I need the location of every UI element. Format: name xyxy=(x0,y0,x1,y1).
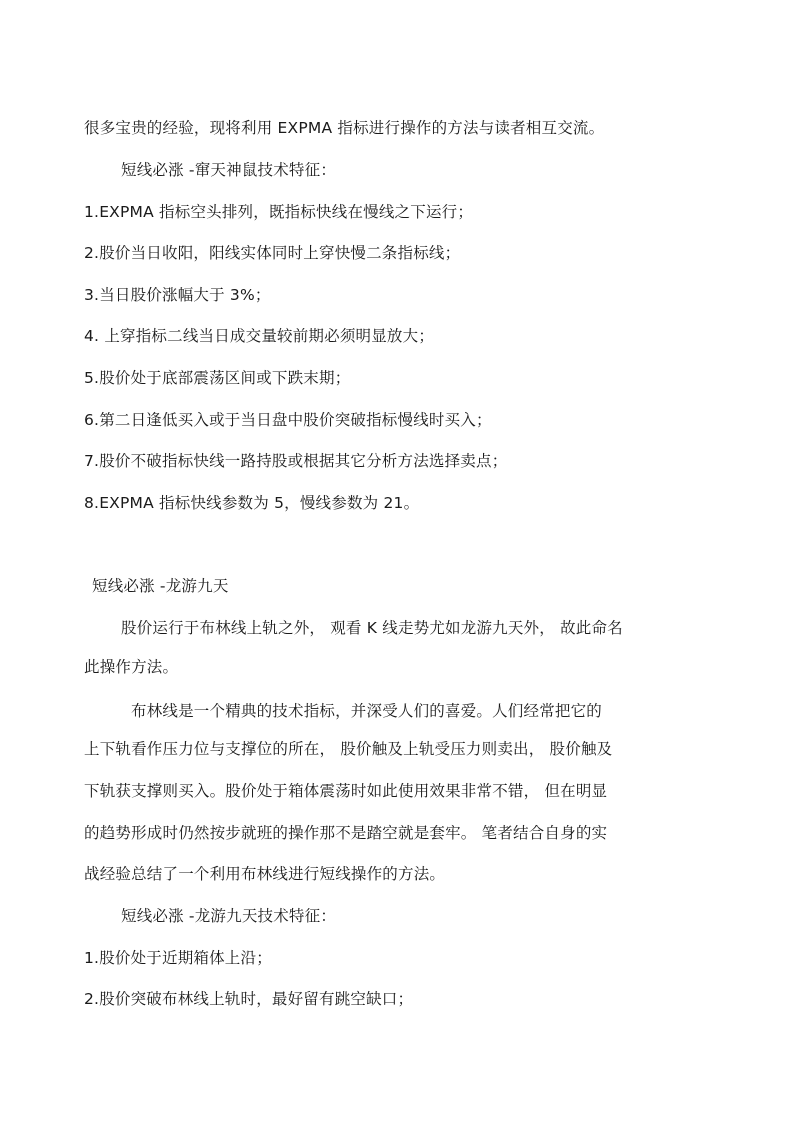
paragraph-line: 股价运行于布林线上轨之外， 观看 K 线走势尤如龙游九天外， 故此命名 xyxy=(121,619,623,637)
list-item-2: 2.股价突破布林线上轨时，最好留有跳空缺口； xyxy=(84,990,414,1008)
list-item-6: 6.第二日逢低买入或于当日盘中股价突破指标慢线时买入； xyxy=(84,411,492,429)
list-item-5: 5.股价处于底部震荡区间或下跌末期； xyxy=(84,369,351,387)
section-heading-features: 短线必涨 -龙游九天技术特征： xyxy=(121,907,337,925)
list-item-1: 1.股价处于近期箱体上沿； xyxy=(84,949,272,967)
list-item-7: 7.股价不破指标快线一路持股或根据其它分析方法选择卖点； xyxy=(84,452,508,470)
list-item-4: 4. 上穿指标二线当日成交量较前期必须明显放大； xyxy=(84,327,435,345)
paragraph-intro-line: 很多宝贵的经验，现将利用 EXPMA 指标进行操作的方法与读者相互交流。 xyxy=(84,119,605,137)
paragraph-line: 战经验总结了一个利用布林线进行短线操作的方法。 xyxy=(84,865,446,883)
list-item-1: 1.EXPMA 指标空头排列，既指标快线在慢线之下运行； xyxy=(84,203,474,221)
list-item-3: 3.当日股价涨幅大于 3%； xyxy=(84,286,271,304)
paragraph-line: 上下轨看作压力位与支撑位的所在， 股价触及上轨受压力则卖出， 股价触及 xyxy=(84,740,613,758)
list-item-8: 8.EXPMA 指标快线参数为 5，慢线参数为 21。 xyxy=(84,494,420,512)
section-heading-cuantian: 短线必涨 -窜天神鼠技术特征： xyxy=(121,161,337,179)
paragraph-line: 下轨获支撑则买入。股价处于箱体震荡时如此使用效果非常不错， 但在明显 xyxy=(84,782,608,800)
paragraph-line: 的趋势形成时仍然按步就班的操作那不是踏空就是套牢。 笔者结合自身的实 xyxy=(84,824,608,842)
paragraph-line: 此操作方法。 xyxy=(84,658,179,676)
list-item-2: 2.股价当日收阳，阳线实体同时上穿快慢二条指标线； xyxy=(84,244,461,262)
paragraph-line: 布林线是一个精典的技术指标，并深受人们的喜爱。人们经常把它的 xyxy=(131,702,603,720)
section-heading-longyou: 短线必涨 -龙游九天 xyxy=(92,577,229,595)
